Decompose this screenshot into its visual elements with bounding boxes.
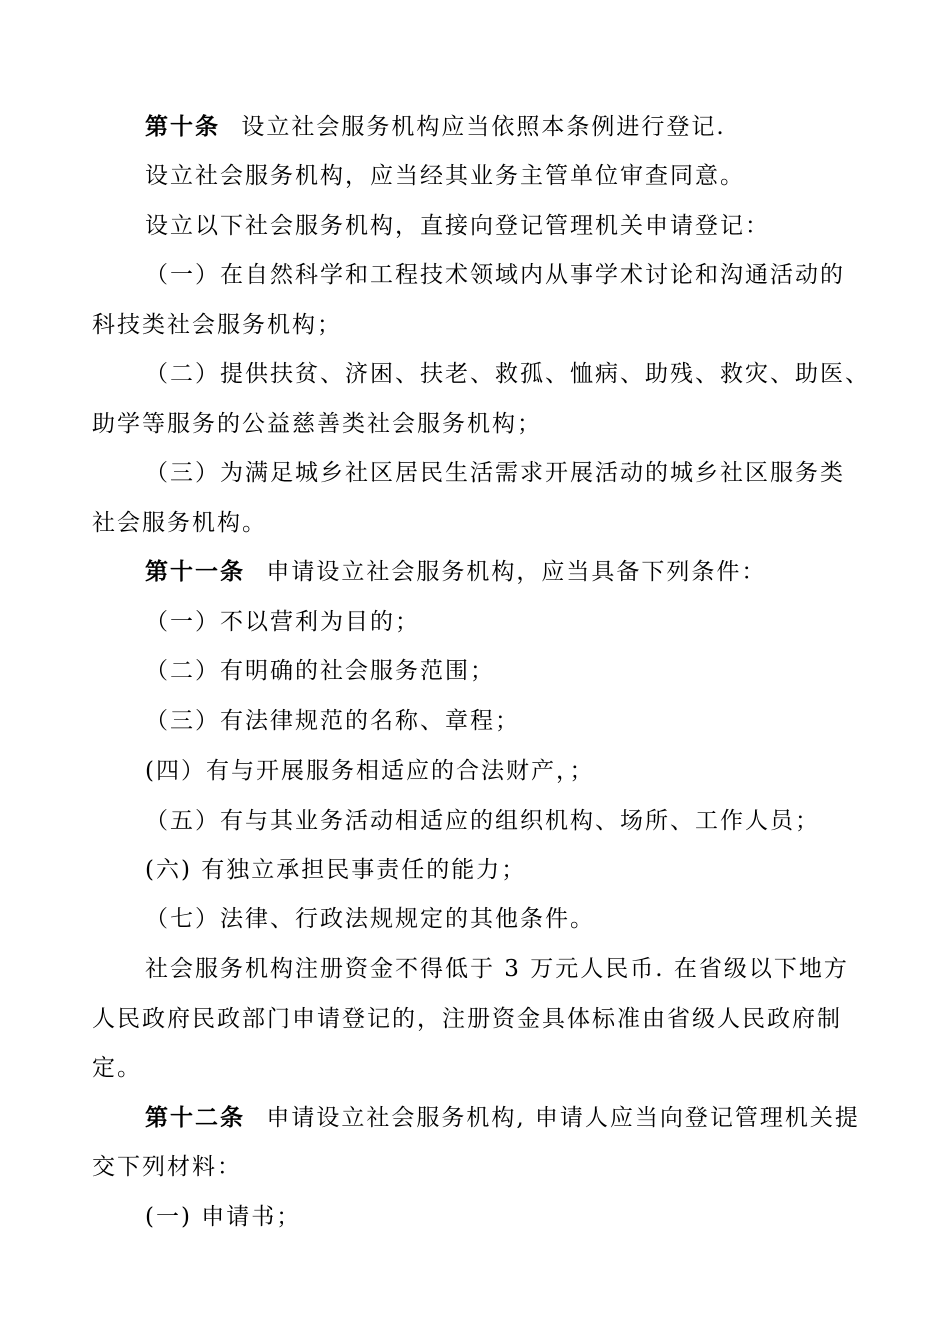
article-11-capital-line-2: 人民政府民政部门申请登记的，注册资金具体标准由省级人民政府制 xyxy=(92,1006,842,1032)
article-10-item-3-line-1: （三）为满足城乡社区居民生活需求开展活动的城乡社区服务类 xyxy=(145,460,845,486)
article-11-item-2: （二）有明确的社会服务范围； xyxy=(145,658,495,684)
article-10-item-1-line-1: （一）在自然科学和工程技术领域内从事学术讨论和沟通活动的 xyxy=(145,262,845,288)
article-11-capital-line-3: 定。 xyxy=(92,1055,142,1081)
article-12-item-1: (一) 申请书； xyxy=(145,1204,302,1230)
article-11-capital-line-1: 社会服务机构注册资金不得低于 3 万元人民币. 在省级以下地方 xyxy=(145,956,849,982)
article-11-item-1: （一）不以营利为目的； xyxy=(145,609,420,635)
article-11-item-4: (四）有与开展服务相适应的合法财产，； xyxy=(145,758,595,784)
article-11-item-3: （三）有法律规范的名称、章程； xyxy=(145,708,520,734)
article-10-para-1 xyxy=(145,112,726,142)
article-10-para-3: 设立以下社会服务机构，直接向登记管理机关申请登记： xyxy=(145,213,770,239)
article-10-item-2-line-1: （二）提供扶贫、济困、扶老、救孤、恤病、助残、救灾、助医、 xyxy=(145,361,870,387)
article-12-para-1-line-2: 交下列材料： xyxy=(92,1154,242,1180)
article-11-item-5: （五）有与其业务活动相适应的组织机构、场所、工作人员； xyxy=(145,808,820,834)
article-11-para-1 xyxy=(145,557,766,587)
article-11-item-6: (六) 有独立承担民事责任的能力； xyxy=(145,857,527,883)
article-10-text: 设立社会服务机构应当依照本条例进行登记. xyxy=(241,114,726,140)
article-12-heading: 第十二条 xyxy=(145,1105,245,1131)
article-12-text: 申请设立社会服务机构, 申请人应当向登记管理机关提 xyxy=(266,1105,860,1131)
article-10-item-2-line-2: 助学等服务的公益慈善类社会服务机构； xyxy=(92,411,542,437)
article-10-item-3-line-2: 社会服务机构。 xyxy=(92,510,267,536)
article-12-para-1 xyxy=(145,1103,860,1133)
article-10-heading: 第十条 xyxy=(145,114,220,140)
article-11-item-7: （七）法律、行政法规规定的其他条件。 xyxy=(145,906,595,932)
article-10-item-1-line-2: 科技类社会服务机构； xyxy=(92,312,342,338)
article-11-text: 申请设立社会服务机构，应当具备下列条件： xyxy=(266,559,767,585)
article-11-heading: 第十一条 xyxy=(145,559,245,585)
article-10-para-2: 设立社会服务机构，应当经其业务主管单位审查同意。 xyxy=(145,163,745,189)
